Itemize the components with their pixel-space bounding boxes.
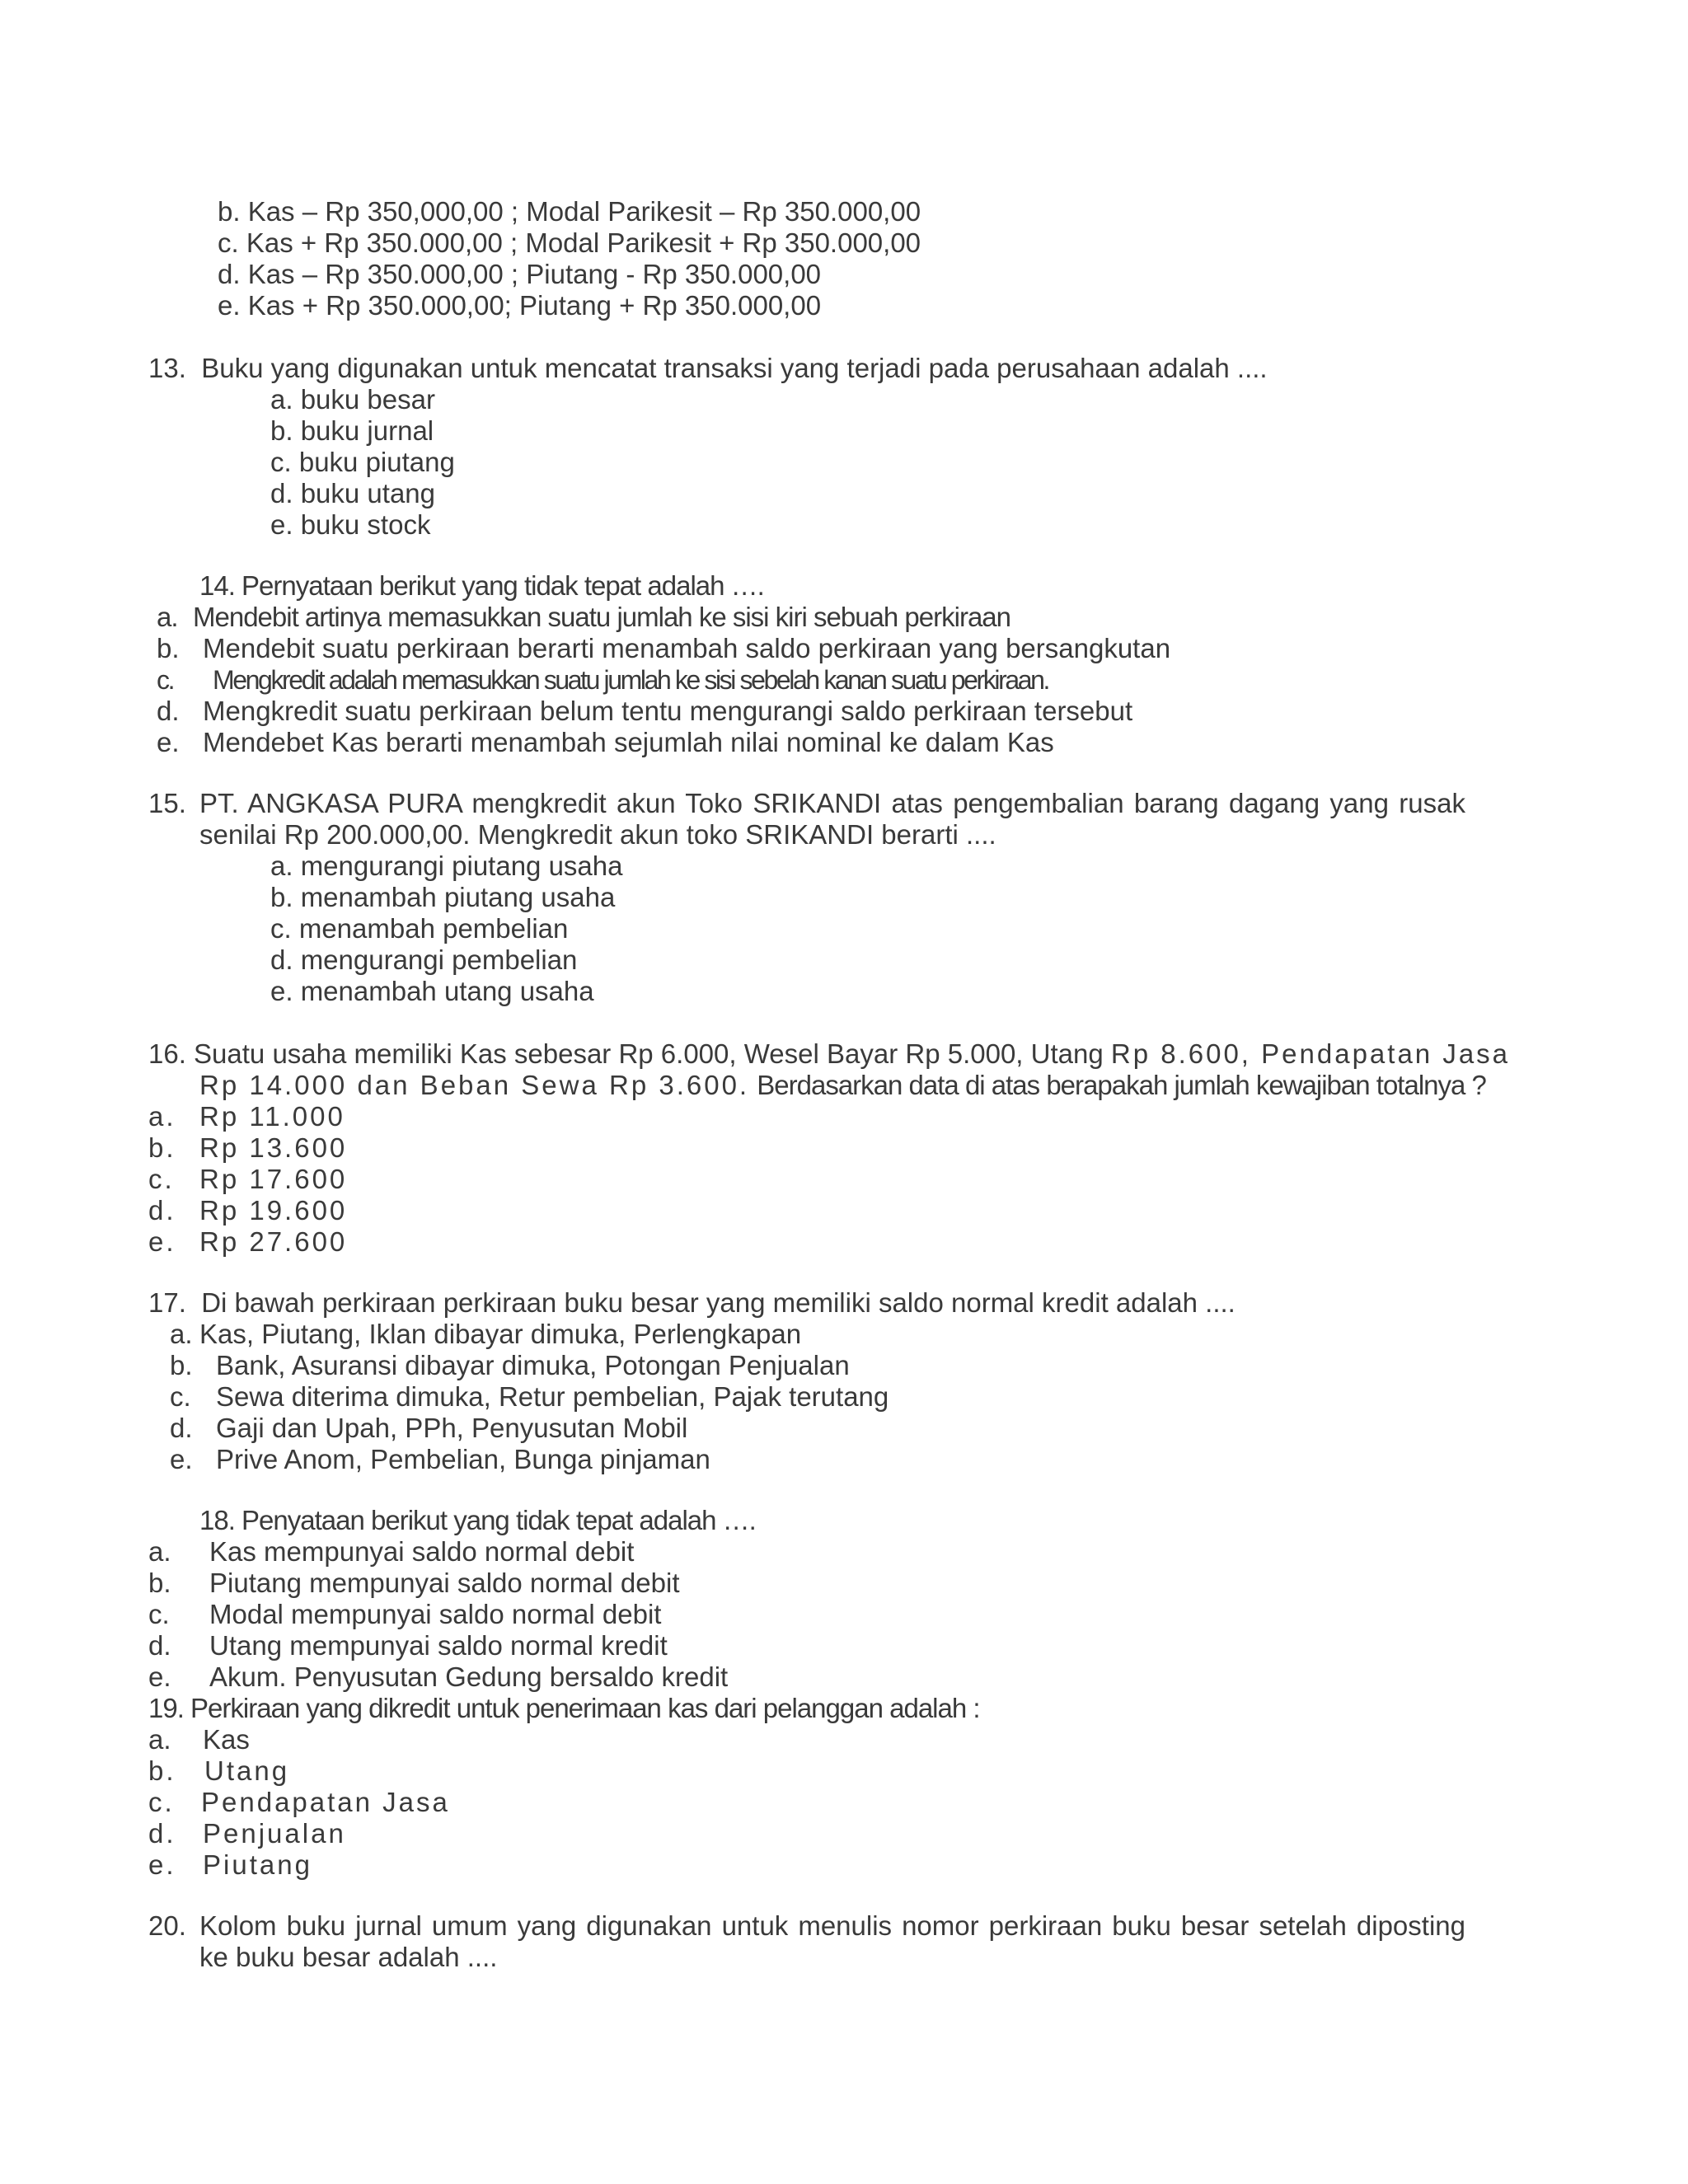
q13-option-c: c. buku piutang xyxy=(270,447,455,477)
q16-line2-a: Rp 14.000 dan Beban Sewa Rp 3.600. xyxy=(199,1070,750,1100)
q12-option-c: c. Kas + Rp 350.000,00 ; Modal Parikesit + Rp 350.000,00 xyxy=(218,227,921,258)
q17-option-b-letter: b. xyxy=(170,1350,193,1380)
q16-option-d-text: Rp 19.600 xyxy=(199,1195,348,1226)
q19-option-b-letter: b. xyxy=(148,1755,176,1786)
q15-line1: PT. ANGKASA PURA mengkredit akun Toko SRIKANDI atas pengembalian barang dagang yang rusak xyxy=(199,788,1465,818)
q19-option-d-letter: d. xyxy=(148,1818,176,1849)
q18-option-d-text: Utang mempunyai saldo normal kredit xyxy=(209,1630,668,1661)
q14-option-d-letter: d. xyxy=(157,696,180,726)
q18-option-d-letter: d. xyxy=(148,1630,171,1661)
q18-option-e-text: Akum. Penyusutan Gedung bersaldo kredit xyxy=(209,1661,729,1692)
q17-option-d-text: Gaji dan Upah, PPh, Penyusutan Mobil xyxy=(216,1413,688,1443)
q20-line1: Kolom buku jurnal umum yang digunakan untuk menulis nomor perkiraan buku besar setelah diposting xyxy=(199,1910,1465,1941)
q17-question: 17. Di bawah perkiraan perkiraan buku besar yang memiliki saldo normal kredit adalah .... xyxy=(148,1287,1236,1318)
q18-question: 18. Penyataan berikut yang tidak tepat adalah …. xyxy=(199,1505,756,1535)
q16-option-b-text: Rp 13.600 xyxy=(199,1132,348,1163)
q14-option-c-letter: c. xyxy=(157,665,174,695)
q14-question: 14. Pernyataan berikut yang tidak tepat adalah …. xyxy=(199,570,764,601)
q19-option-c-text: Pendapatan Jasa xyxy=(201,1787,450,1817)
q14-option-e-text: Mendebet Kas berarti menambah sejumlah nilai nominal ke dalam Kas xyxy=(203,727,1054,757)
q19-option-e-letter: e. xyxy=(148,1849,176,1880)
q17-option-c-letter: c. xyxy=(170,1381,191,1412)
q16-line1-b: Rp 8.600, Pendapatan Jasa xyxy=(1110,1038,1511,1069)
q20-number: 20. xyxy=(148,1910,186,1941)
q18-option-b-letter: b. xyxy=(148,1568,171,1598)
q19-option-a-text: Kas xyxy=(203,1724,250,1755)
q19-question: 19. Perkiraan yang dikredit untuk penerimaan kas dari pelanggan adalah : xyxy=(148,1693,980,1723)
q16-option-b-letter: b. xyxy=(148,1132,176,1163)
q16-option-c-text: Rp 17.600 xyxy=(199,1164,348,1194)
q12-option-e: e. Kas + Rp 350.000,00; Piutang + Rp 350.000,00 xyxy=(218,290,822,321)
q13-option-d: d. buku utang xyxy=(270,478,435,509)
q13-option-a: a. buku besar xyxy=(270,384,435,415)
q14-option-c-text: Mengkredit adalah memasukkan suatu jumlah ke sisi sebelah kanan suatu perkiraan. xyxy=(213,665,1049,695)
q14-option-a-text: Mendebit artinya memasukkan suatu jumlah ke sisi kiri sebuah perkiraan xyxy=(193,602,1011,632)
q19-option-b-text: Utang xyxy=(204,1755,290,1786)
q17-option-e-text: Prive Anom, Pembelian, Bunga pinjaman xyxy=(216,1444,710,1474)
q16-option-c-letter: c. xyxy=(148,1164,175,1194)
q13-option-b: b. buku jurnal xyxy=(270,415,434,446)
q12-option-b: b. Kas – Rp 350,000,00 ; Modal Parikesit – Rp 350.000,00 xyxy=(218,196,921,227)
q15-number: 15. xyxy=(148,788,186,818)
q13-question: 13. Buku yang digunakan untuk mencatat transaksi yang terjadi pada perusahaan adalah .... xyxy=(148,353,1268,383)
q16-line1-a: 16. Suatu usaha memiliki Kas sebesar Rp 6.000, Wesel Bayar Rp 5.000, Utang xyxy=(148,1038,1104,1069)
q14-option-e-letter: e. xyxy=(157,727,180,757)
q14-option-d-text: Mengkredit suatu perkiraan belum tentu mengurangi saldo perkiraan tersebut xyxy=(203,696,1133,726)
q18-option-b-text: Piutang mempunyai saldo normal debit xyxy=(209,1568,680,1598)
q16-option-e-letter: e. xyxy=(148,1226,176,1257)
q17-option-a-text: Kas, Piutang, Iklan dibayar dimuka, Perlengkapan xyxy=(199,1319,802,1349)
q14-option-a-letter: a. xyxy=(157,602,178,632)
q16-option-d-letter: d. xyxy=(148,1195,176,1226)
q17-option-e-letter: e. xyxy=(170,1444,193,1474)
q15-option-c: c. menambah pembelian xyxy=(270,913,569,944)
q17-option-b-text: Bank, Asuransi dibayar dimuka, Potongan Penjualan xyxy=(216,1350,850,1380)
q16-line1 xyxy=(148,1038,1510,1070)
q15-option-e: e. menambah utang usaha xyxy=(270,976,594,1006)
q16-line2-b: Berdasarkan data di atas berapakah jumlah kewajiban totalnya ? xyxy=(757,1070,1486,1100)
q12-option-d: d. Kas – Rp 350.000,00 ; Piutang - Rp 350.000,00 xyxy=(218,259,822,289)
q16-option-e-text: Rp 27.600 xyxy=(199,1226,348,1257)
q18-option-a-text: Kas mempunyai saldo normal debit xyxy=(209,1536,635,1567)
q17-option-d-letter: d. xyxy=(170,1413,193,1443)
q20-line2: ke buku besar adalah .... xyxy=(199,1942,498,1972)
q15-option-a: a. mengurangi piutang usaha xyxy=(270,851,623,881)
q14-option-b-text: Mendebit suatu perkiraan berarti menambah saldo perkiraan yang bersangkutan xyxy=(203,633,1171,663)
q17-option-c-text: Sewa diterima dimuka, Retur pembelian, Pajak terutang xyxy=(216,1381,889,1412)
q15-line2: senilai Rp 200.000,00. Mengkredit akun toko SRIKANDI berarti .... xyxy=(199,819,996,850)
q19-option-a-letter: a. xyxy=(148,1724,171,1755)
q19-option-d-text: Penjualan xyxy=(203,1818,346,1849)
q17-option-a-letter: a. xyxy=(170,1319,193,1349)
q15-option-b: b. menambah piutang usaha xyxy=(270,882,616,912)
q16-line2 xyxy=(199,1070,1486,1101)
q18-option-c-text: Modal mempunyai saldo normal debit xyxy=(209,1599,662,1629)
q18-option-c-letter: c. xyxy=(148,1599,170,1629)
q18-option-e-letter: e. xyxy=(148,1661,171,1692)
q14-option-b-letter: b. xyxy=(157,633,180,663)
q13-option-e: e. buku stock xyxy=(270,509,431,540)
q19-option-e-text: Piutang xyxy=(203,1849,312,1880)
q18-option-a-letter: a. xyxy=(148,1536,171,1567)
q19-option-c-letter: c. xyxy=(148,1787,175,1817)
q15-option-d: d. mengurangi pembelian xyxy=(270,944,578,975)
q16-option-a-text: Rp 11.000 xyxy=(199,1101,345,1132)
q16-option-a-letter: a. xyxy=(148,1101,176,1132)
